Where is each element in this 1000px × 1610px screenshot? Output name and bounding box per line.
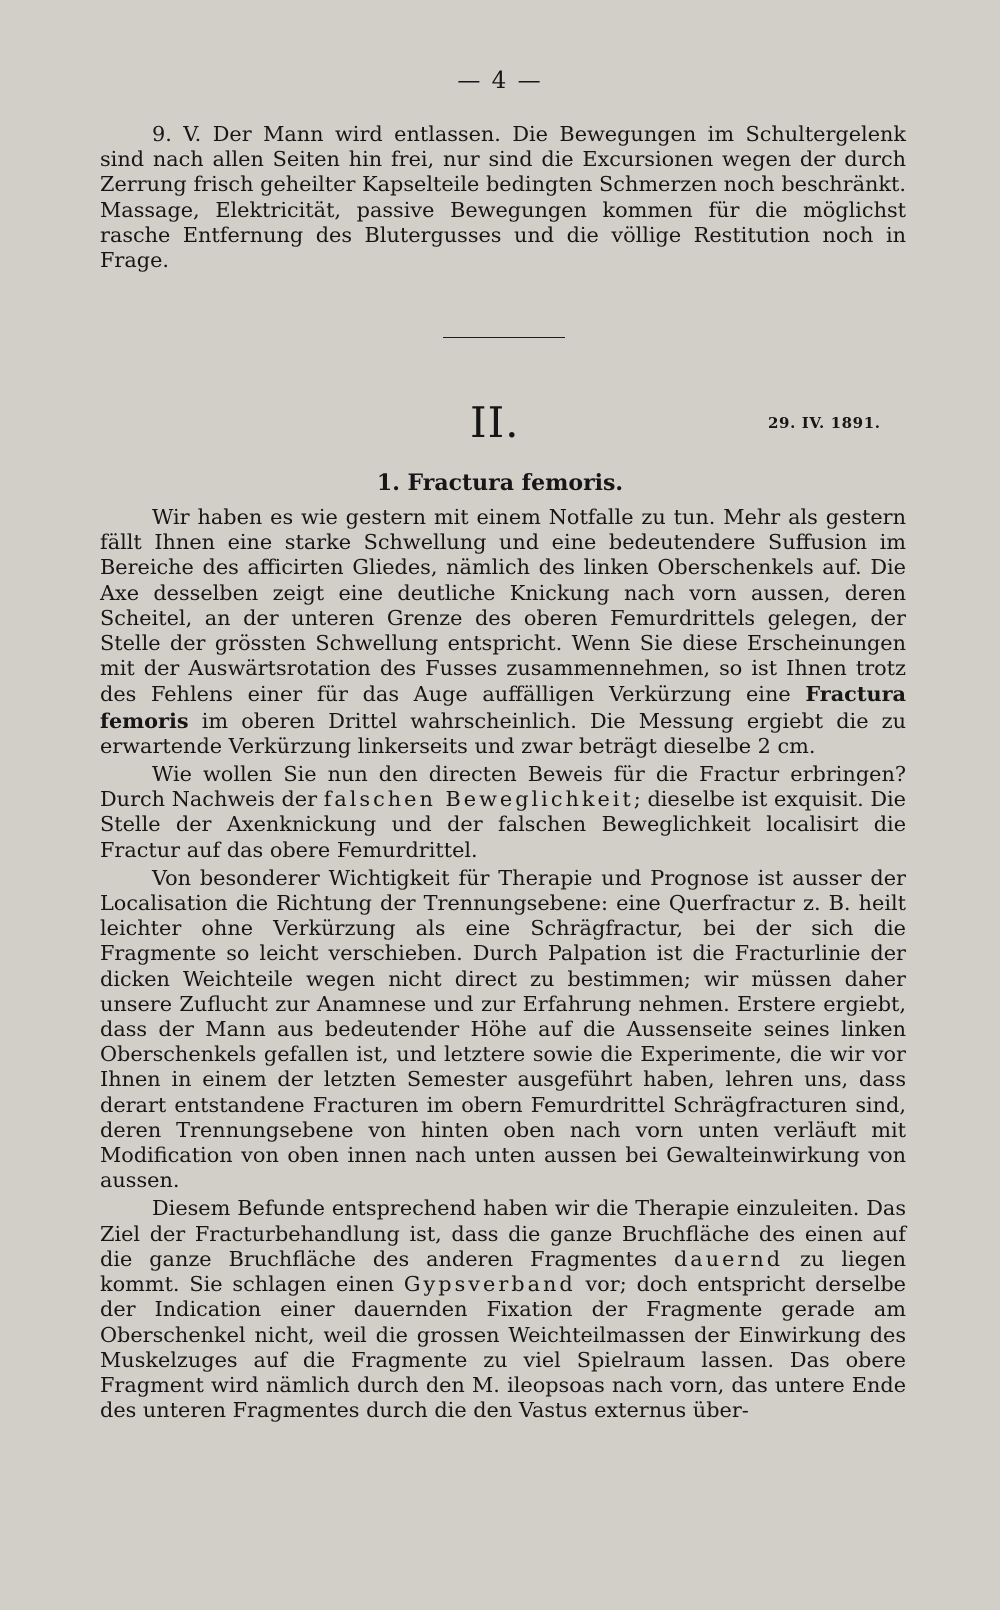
bold-term: Fractura femoris [100, 681, 906, 733]
paragraph-1-text-b: im oberen Drittel wahrscheinlich. Die Messung ergiebt die zu erwartende Verkürzung linkerseits und zwar beträgt dieselbe 2 cm. [100, 708, 906, 758]
paragraph-4 [100, 1196, 906, 1423]
paragraph-2 [100, 762, 906, 863]
paragraph-4-text-a: Diesem Befunde entsprechend haben wir die Therapie einzuleiten. Das Ziel der Fracturbehandlung ist, dass die ganze Bruchfläche des einen auf die ganze Bruchfläche des anderen Fragmentes [100, 1196, 906, 1271]
section-divider [443, 337, 565, 338]
paragraph-4-text-b: zu liegen kommt. Sie schlagen einen [100, 1246, 906, 1297]
spaced-term: falschen Beweglichkeit [323, 787, 634, 812]
paragraph-3: Von besonderer Wichtigkeit für Therapie und Prognose ist ausser der Localisation die Richtung der Trennungsebene: eine Querfractur z. B. heilt leichter ohne Verkürzung als eine Schrägfractur, bei der sich die Fragmente so leicht verschieben. Durch Palpation ist die Fracturlinie der dicken Weichteile wegen nicht direct zu bestimmen; wir müssen daher unsere Zuflucht zur Anamnese und zur Erfahrung nehmen. Erstere ergiebt, dass der Mann aus bedeutender Höhe auf die Aussenseite seines linken Oberschenkels gefallen ist, und letztere sowie die Experimente, die wir vor Ihnen in einem der letzten Semester ausgeführt haben, lehren uns, dass derart entstandene Fracturen im obern Femurdrittel Schrägfracturen sind, deren Trennungsebene von hinten oben nach vorn unten verläuft mit Modification von oben innen nach unten aussen bei Gewalteinwirkung von aussen. [100, 865, 906, 1193]
case-text [100, 505, 906, 1423]
section-date: 29. IV. 1891. [768, 414, 881, 432]
spaced-term-gypsverband: Gypsverband [403, 1272, 576, 1297]
case-heading: 1. Fractura femoris. [376, 470, 624, 496]
closing-paragraph: 9. V. Der Mann wird entlassen. Die Bewegungen im Schultergelenk sind nach allen Seiten hin frei, nur sind die Excursionen wegen der durch Zerrung frisch geheilter Kapselteile bedingten Schmerzen noch beschränkt. Massage, Elektricität, passive Bewegungen kommen für die möglichst rasche Entfernung des Blutergusses und die völlige Restitution noch in Frage. [100, 122, 906, 273]
paragraph-1-text-a: Wir haben es wie gestern mit einem Notfalle zu tun. Mehr als gestern fällt Ihnen eine starke Schwellung und eine bedeutendere Suffusion im Bereiche des afficirten Gliedes, nämlich des linken Oberschenkels auf. Die Axe desselben zeigt eine deutliche Knickung nach vorn aussen, deren Scheitel, an der unteren Grenze des oberen Femurdrittels gelegen, der Stelle der grössten Schwellung entspricht. Wenn Sie diese Erscheinungen mit der Auswärtsrotation des Fusses zusammennehmen, so ist Ihnen trotz des Fehlens einer für das Auge auffälligen Verkürzung eine [100, 505, 906, 707]
paragraph-2-text-a: Wie wollen Sie nun den directen Beweis für die Fractur erbringen? Durch Nachweis der [100, 762, 906, 812]
top-paragraph-block [100, 122, 906, 273]
paragraph-1 [100, 505, 906, 759]
paragraph-4-text-c: vor; doch entspricht derselbe der Indication einer dauernden Fixation der Fragmente gerade am Oberschenkel nicht, weil die grossen Weichteilmassen der Einwirkung des Muskelzuges auf die Fragmente zu viel Spielraum lassen. Das obere Fragment wird nämlich durch den M. ileopsoas nach vorn, das untere Ende des unteren Fragmentes durch die den Vastus externus über- [100, 1272, 906, 1423]
page-number: — 4 — [457, 68, 543, 94]
paragraph-2-text-b: ; dieselbe ist exquisit. Die Stelle der Axenknickung und der falschen Beweglichkeit localisirt die Fractur auf das obere Femurdrittel. [100, 787, 906, 862]
spaced-term-dauernd: dauernd [673, 1246, 784, 1271]
section-numeral: II. [470, 398, 520, 447]
